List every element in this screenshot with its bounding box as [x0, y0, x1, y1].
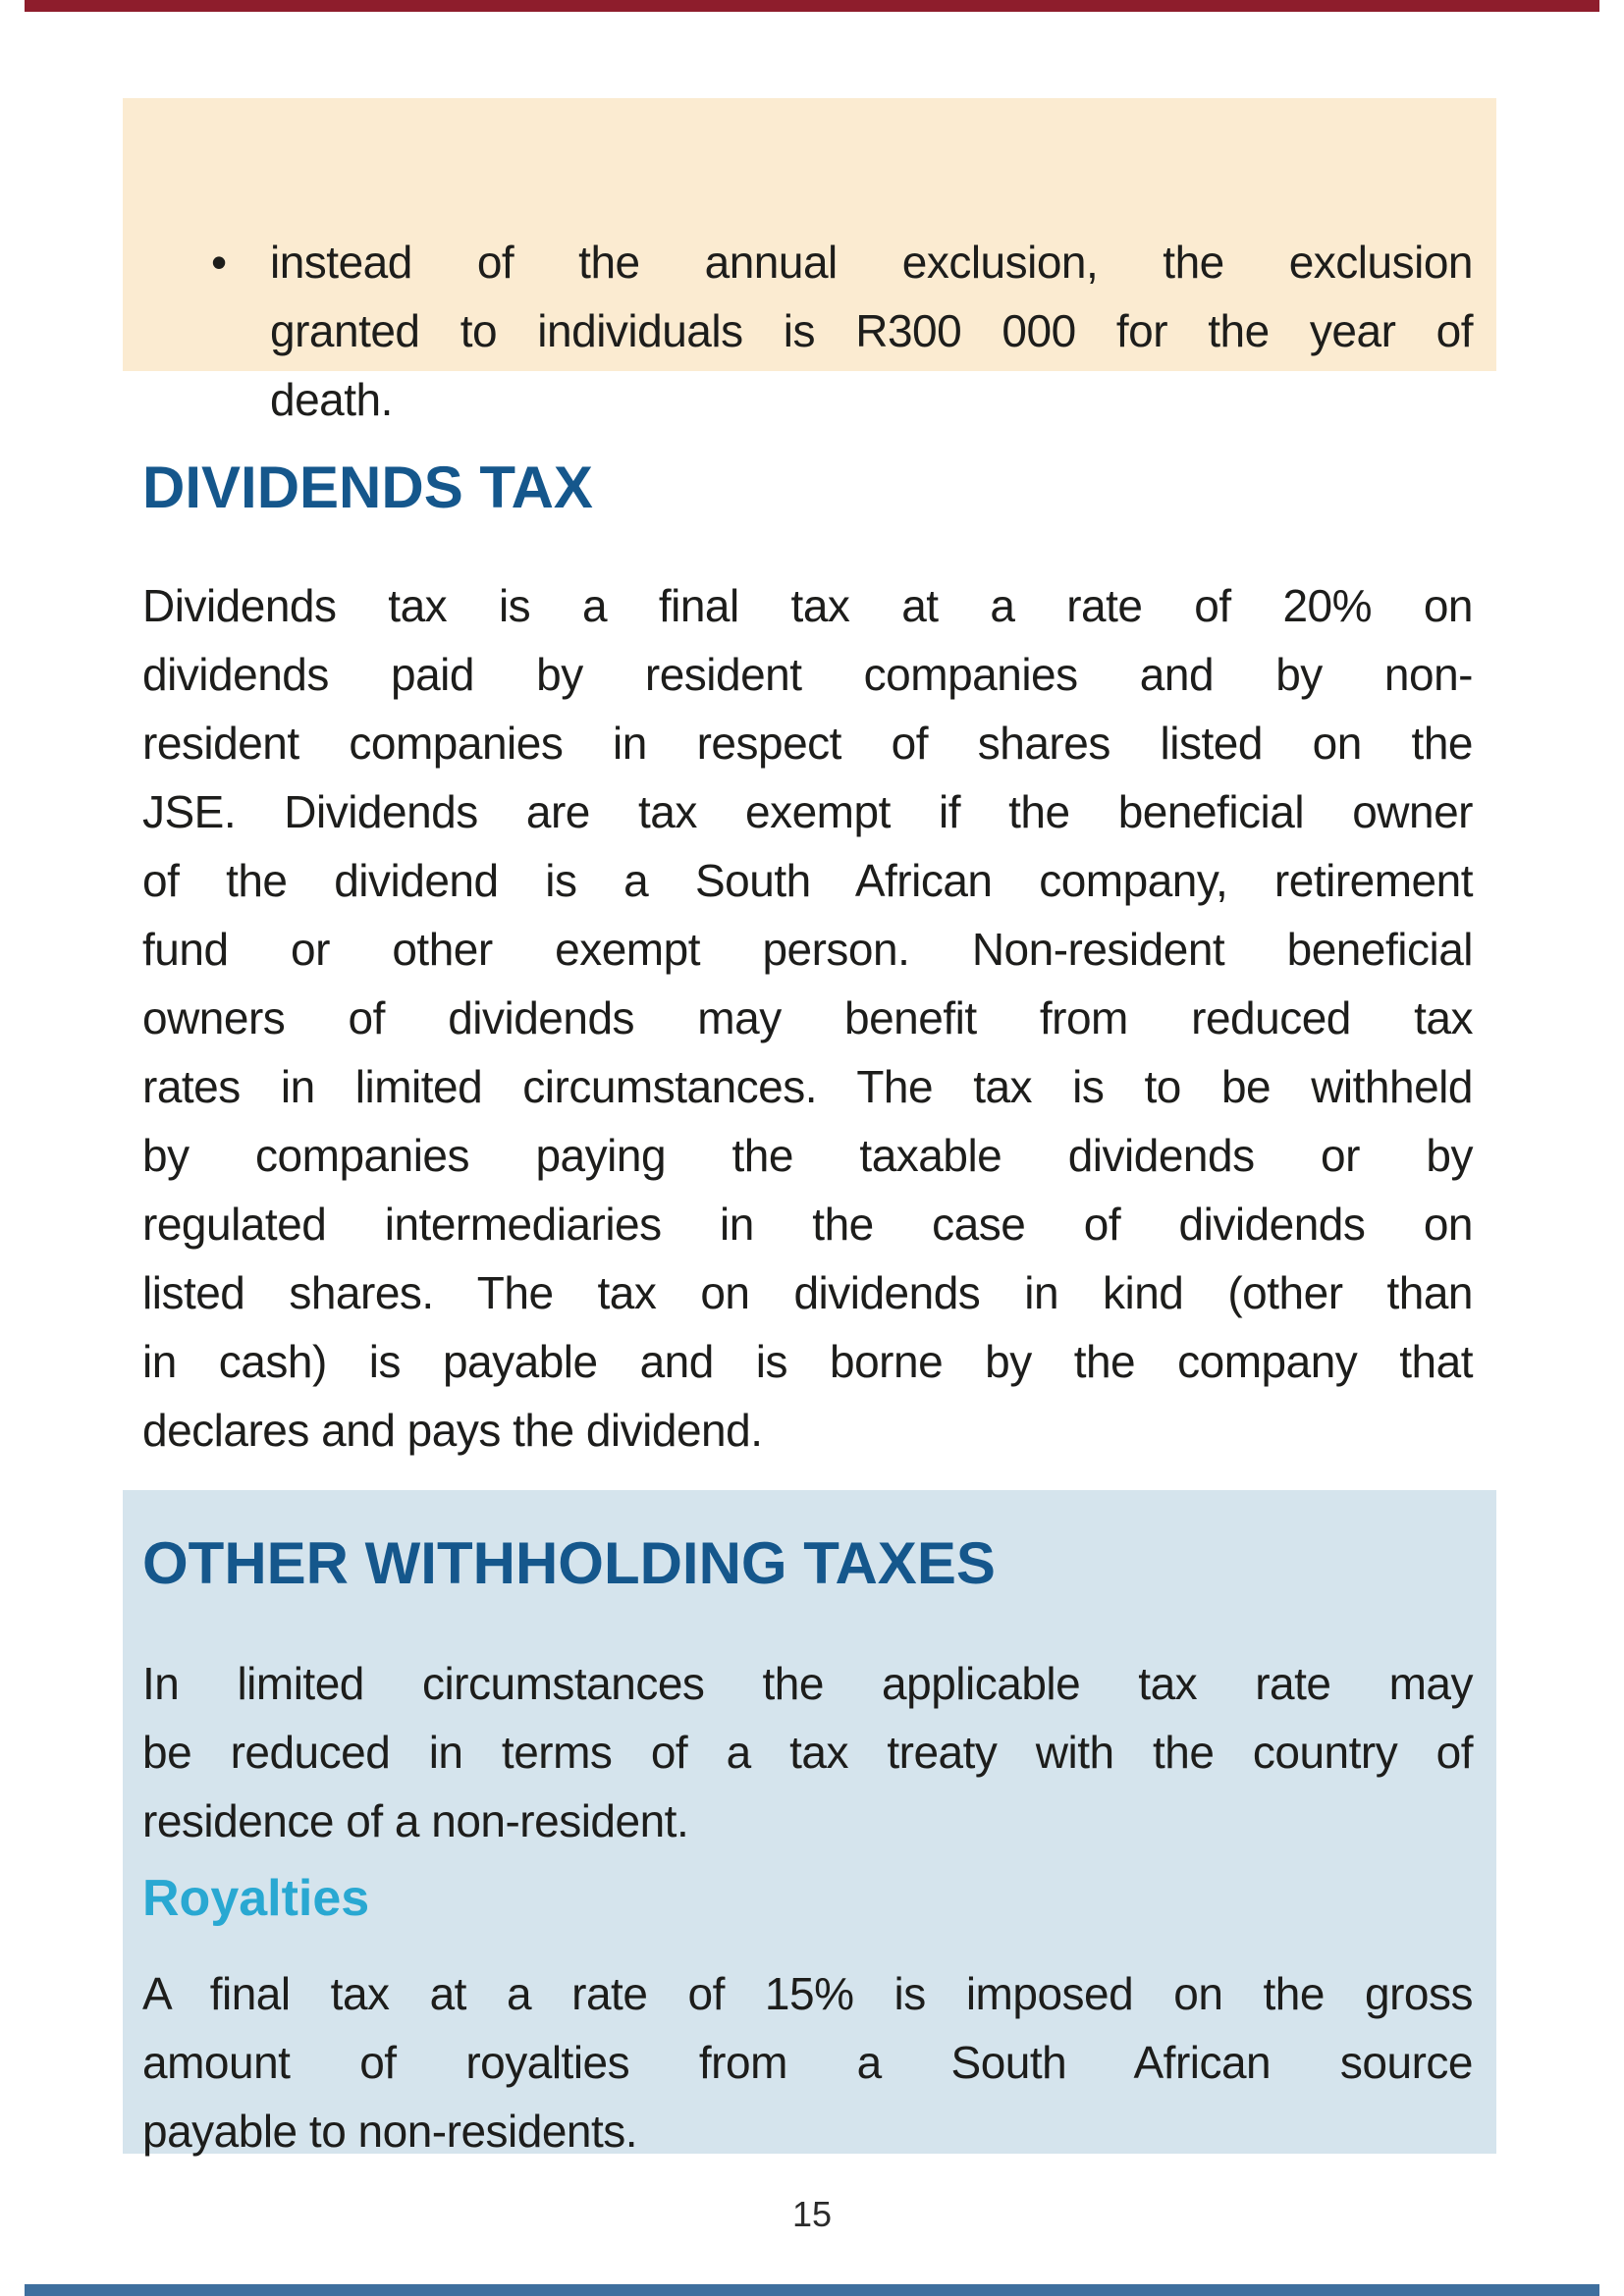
- royalties-paragraph: [142, 1959, 1473, 2165]
- text-line: of the dividend is a South African company, retirement: [142, 855, 1473, 906]
- bullet-icon: •: [211, 237, 228, 288]
- text-line: in cash) is payable and is borne by the company that: [142, 1336, 1473, 1387]
- text-line: dividends paid by resident companies and by non-: [142, 649, 1473, 700]
- text-line: A final tax at a rate of 15% is imposed on the gross: [142, 1968, 1473, 2019]
- section-heading-dividends-tax: DIVIDENDS TAX: [142, 454, 593, 520]
- text-line: listed shares. The tax on dividends in kind (other than: [142, 1267, 1473, 1318]
- top-decorative-rule: [25, 0, 1599, 12]
- note-box: [123, 98, 1496, 425]
- text-line: resident companies in respect of shares listed on the: [142, 718, 1473, 769]
- text-line: amount of royalties from a South African source: [142, 2037, 1473, 2088]
- page-number: 15: [791, 2194, 833, 2234]
- bottom-decorative-rule: [25, 2284, 1599, 2296]
- text-line: rates in limited circumstances. The tax is to be withheld: [142, 1061, 1473, 1112]
- subheading-royalties: Royalties: [142, 1870, 370, 1927]
- text-line: instead of the annual exclusion, the exclusion: [270, 237, 1473, 288]
- dividends-paragraph: [142, 571, 1473, 1465]
- text-line: granted to individuals is R300 000 for the year of: [270, 305, 1473, 356]
- text-line: Dividends tax is a final tax at a rate of 20% on: [142, 580, 1473, 631]
- text-line: death.: [270, 374, 393, 425]
- section-heading-other-withholding-taxes: OTHER WITHHOLDING TAXES: [142, 1530, 996, 1596]
- text-line: regulated intermediaries in the case of dividends on: [142, 1199, 1473, 1250]
- text-line: payable to non-residents.: [142, 2106, 638, 2157]
- text-line: fund or other exempt person. Non-resident beneficial: [142, 924, 1473, 975]
- text-line: declares and pays the dividend.: [142, 1405, 763, 1456]
- text-line: JSE. Dividends are tax exempt if the beneficial owner: [142, 786, 1473, 837]
- note-text: [270, 228, 1473, 434]
- text-line: residence of a non-resident.: [142, 1795, 689, 1846]
- text-line: by companies paying the taxable dividends or by: [142, 1130, 1473, 1181]
- text-line: be reduced in terms of a tax treaty with the country of: [142, 1727, 1473, 1778]
- text-line: In limited circumstances the applicable tax rate may: [142, 1658, 1473, 1709]
- other-withholding-box: [123, 1490, 1496, 2157]
- text-line: owners of dividends may benefit from reduced tax: [142, 992, 1473, 1043]
- other-withholding-paragraph: [142, 1649, 1473, 1855]
